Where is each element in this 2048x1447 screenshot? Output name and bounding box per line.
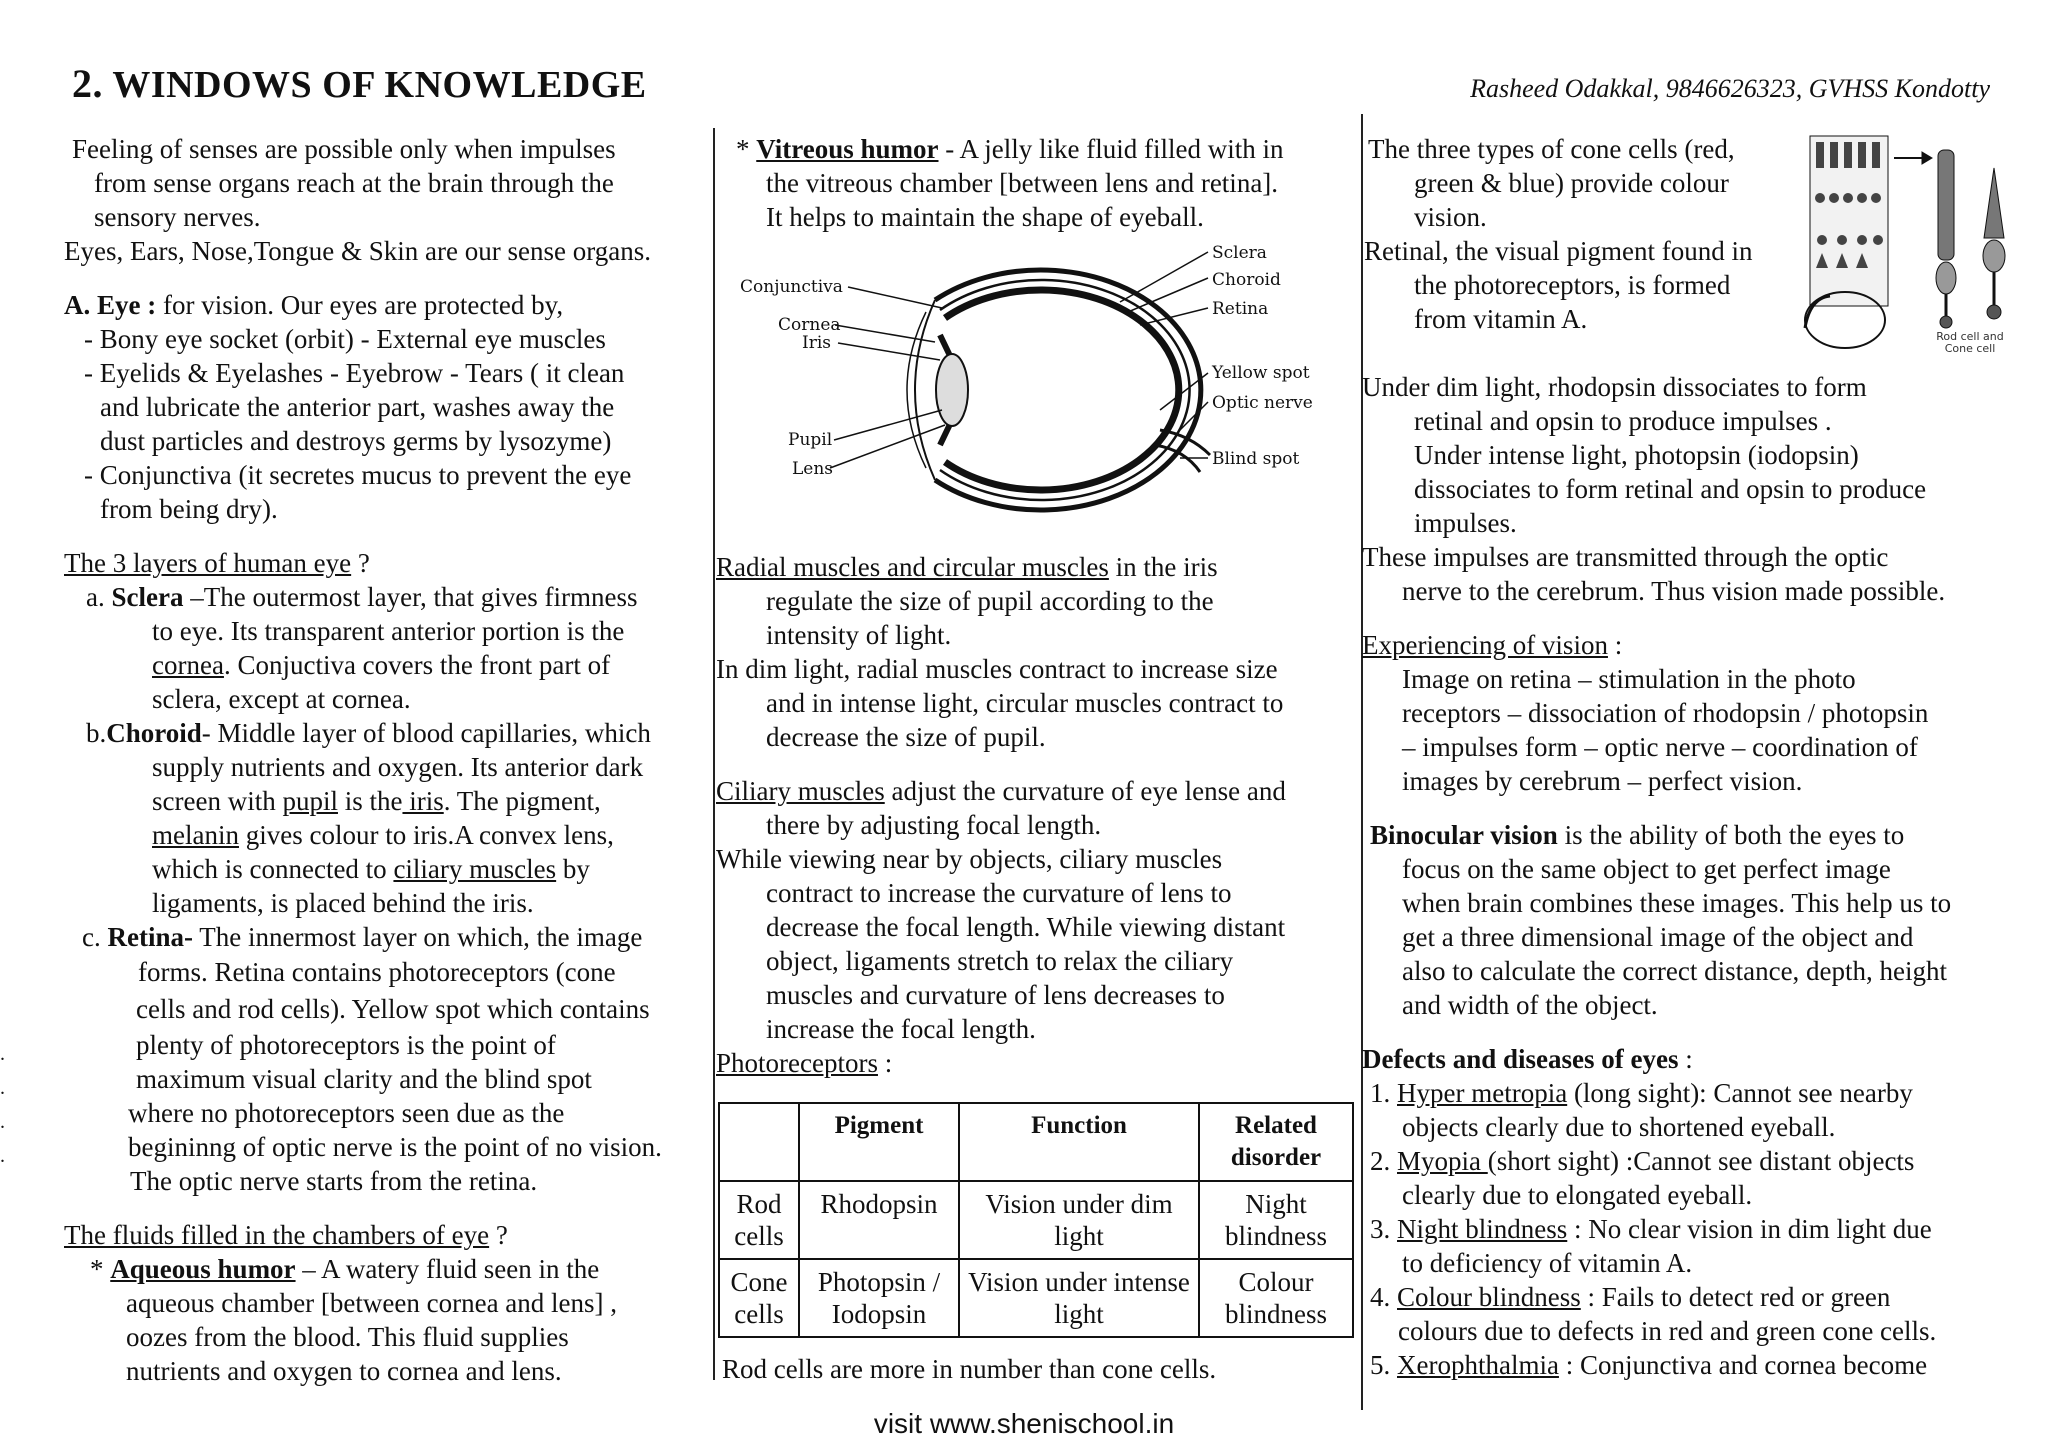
label-retina: Retina xyxy=(1212,299,1269,319)
layer-retina-text: plenty of photoreceptors is the point of xyxy=(136,1030,556,1060)
label-lens: Lens xyxy=(792,459,834,479)
ciliary-muscles-text: there by adjusting focal length. xyxy=(766,810,1102,840)
label-yellow-spot: Yellow spot xyxy=(1212,363,1310,383)
experiencing-vision-text: receptors – dissociation of rhodopsin / photopsin xyxy=(1402,698,1929,728)
defects-heading: Defects and diseases of eyes : xyxy=(1362,1044,1693,1074)
page-title: 2. WINDOWS OF KNOWLEDGE xyxy=(72,61,647,106)
retinal-text: from vitamin A. xyxy=(1414,304,1588,334)
vitreous-humor: * Vitreous humor - A jelly like fluid filled with in xyxy=(736,134,1284,164)
layer-choroid-text: ligaments, is placed behind the iris. xyxy=(152,888,534,918)
table-cell: Rhodopsin xyxy=(799,1181,959,1259)
dim-light-text: and in intense light, circular muscles contract to xyxy=(766,688,1284,718)
retinal-text: Retinal, the visual pigment found in xyxy=(1364,236,1753,266)
label-pupil: Pupil xyxy=(788,430,833,450)
figure-caption: Rod cell and xyxy=(1936,330,2004,343)
table-cell: Colour blindness xyxy=(1199,1259,1353,1337)
table-header-cell: Pigment xyxy=(799,1103,959,1181)
transmission-text: nerve to the cerebrum. Thus vision made possible. xyxy=(1402,576,1946,606)
binocular-vision-text: and width of the object. xyxy=(1402,990,1658,1020)
experiencing-vision-text: Image on retina – stimulation in the photo xyxy=(1402,664,1856,694)
defect-item: 1. Hyper metropia (long sight): Cannot see nearby xyxy=(1370,1078,1913,1108)
column-2-body xyxy=(716,550,1356,1080)
radial-muscles-text: intensity of light. xyxy=(766,620,952,650)
dim-light-text: Under dim light, rhodopsin dissociates to form xyxy=(1362,372,1867,402)
defect-item: 2. Myopia (short sight) :Cannot see distant objects xyxy=(1370,1146,1915,1176)
margin-marks: . . . . xyxy=(0,1043,5,1167)
protection-item: from being dry). xyxy=(100,494,278,524)
dim-light: In dim light, radial muscles contract to increase size xyxy=(716,654,1278,684)
protection-item: - Bony eye socket (orbit) - External eye muscles xyxy=(84,324,606,354)
layer-retina-text: cells and rod cells). Yellow spot which contains xyxy=(136,994,650,1024)
layer-choroid-text: supply nutrients and oxygen. Its anterior dark xyxy=(152,752,644,782)
dim-light-text: decrease the size of pupil. xyxy=(766,722,1046,752)
fluids-question: The fluids filled in the chambers of eye ? xyxy=(64,1220,508,1250)
binocular-vision: Binocular vision is the ability of both the eyes to xyxy=(1370,820,1905,850)
protection-item: - Eyelids & Eyelashes - Eyebrow - Tears ( it clean xyxy=(84,358,625,388)
layer-retina-text: maximum visual clarity and the blind spot xyxy=(136,1064,592,1094)
layer-retina: c. Retina- The innermost layer on which, the image xyxy=(82,922,643,952)
layer-sclera-text: cornea. Conjuctiva covers the front part of xyxy=(152,650,611,680)
cone-cells-text: green & blue) provide colour xyxy=(1414,168,1729,198)
experiencing-vision-text: images by cerebrum – perfect vision. xyxy=(1402,766,1803,796)
layer-sclera-text: sclera, except at cornea. xyxy=(152,684,411,714)
label-cornea: Cornea xyxy=(778,315,841,335)
table-row xyxy=(719,1181,1353,1259)
cone-cells-text: The three types of cone cells (red, xyxy=(1368,134,1735,164)
layer-sclera: a. Sclera –The outermost layer, that gives firmness xyxy=(86,582,638,612)
layer-choroid-text: which is connected to ciliary muscles by xyxy=(152,854,590,884)
table-cell: Night blindness xyxy=(1199,1181,1353,1259)
layer-retina-text: forms. Retina contains photoreceptors (cone xyxy=(138,957,616,987)
binocular-vision-text: focus on the same object to get perfect image xyxy=(1402,854,1891,884)
near-viewing-text: muscles and curvature of lens decreases to xyxy=(766,980,1225,1010)
table-header-cell: Related disorder xyxy=(1199,1103,1353,1181)
aqueous-humor-text: aqueous chamber [between cornea and lens] , xyxy=(126,1288,618,1318)
label-conjunctiva: Conjunctiva xyxy=(740,277,843,297)
eye-diagram xyxy=(730,240,1330,540)
layer-retina-text: where no photoreceptors seen due as the xyxy=(128,1098,565,1128)
label-iris: Iris xyxy=(802,333,832,353)
retinal-text: the photoreceptors, is formed xyxy=(1414,270,1731,300)
intense-light-text: Under intense light, photopsin (iodopsin) xyxy=(1414,440,1859,470)
column-2-top xyxy=(736,132,1356,234)
table-cell: Rod cells xyxy=(719,1181,799,1259)
defect-item: 4. Colour blindness : Fails to detect red or green xyxy=(1370,1282,1891,1312)
rod-cone-figure xyxy=(1790,128,2030,358)
near-viewing-text: increase the focal length. xyxy=(766,1014,1036,1044)
experiencing-vision-text: – impulses form – optic nerve – coordination of xyxy=(1402,732,1918,762)
radial-muscles-text: regulate the size of pupil according to the xyxy=(766,586,1214,616)
table-header-row xyxy=(719,1103,1353,1181)
footer-link[interactable]: visit www.shenischool.in xyxy=(873,1408,1175,1439)
protection-item: - Conjunctiva (it secretes mucus to prevent the eye xyxy=(84,460,632,490)
near-viewing-text: object, ligaments stretch to relax the ciliary xyxy=(766,946,1234,976)
layer-sclera-text: to eye. Its transparent anterior portion is the xyxy=(152,616,625,646)
near-viewing-text: contract to increase the curvature of lens to xyxy=(766,878,1232,908)
aqueous-humor: * Aqueous humor – A watery fluid seen in the xyxy=(90,1254,600,1284)
label-choroid: Choroid xyxy=(1212,270,1281,290)
aqueous-humor-text: oozes from the blood. This fluid supplies xyxy=(126,1322,569,1352)
layer-choroid-text: melanin gives colour to iris.A convex lens, xyxy=(152,820,614,850)
eye-heading: A. Eye : for vision. Our eyes are protected by, xyxy=(64,290,564,320)
intro-line: from sense organs reach at the brain through the xyxy=(94,168,614,198)
vitreous-humor-text: the vitreous chamber [between lens and retina]. xyxy=(766,168,1279,198)
aqueous-humor-text: nutrients and oxygen to cornea and lens. xyxy=(126,1356,562,1386)
defect-item-text: clearly due to elongated eyeball. xyxy=(1402,1180,1753,1210)
protection-item: and lubricate the anterior part, washes away the xyxy=(100,392,615,422)
intro-line: sensory nerves. xyxy=(94,202,261,232)
layer-retina-text: begininng of optic nerve is the point of no vision. xyxy=(128,1132,662,1162)
intro-line: Feeling of senses are possible only when impulses xyxy=(72,134,616,164)
author-credit: Rasheed Odakkal, 9846626323, GVHSS Kondotty xyxy=(1470,74,1990,103)
photoreceptors-heading: Photoreceptors : xyxy=(716,1048,893,1078)
table-cell: Cone cells xyxy=(719,1259,799,1337)
layer-retina-text: The optic nerve starts from the retina. xyxy=(130,1166,538,1196)
radial-muscles: Radial muscles and circular muscles in the iris xyxy=(716,552,1218,582)
table-cell: Vision under dim light xyxy=(959,1181,1199,1259)
binocular-vision-text: also to calculate the correct distance, depth, height xyxy=(1402,956,1948,986)
dim-light-text: retinal and opsin to produce impulses . xyxy=(1414,406,1832,436)
column-3-body xyxy=(1362,370,2012,1382)
column-1 xyxy=(64,132,714,1388)
near-viewing: While viewing near by objects, ciliary muscles xyxy=(716,844,1223,874)
table-cell: Vision under intense light xyxy=(959,1259,1199,1337)
defect-item-text: objects clearly due to shortened eyeball. xyxy=(1402,1112,1836,1142)
figure-caption: Cone cell xyxy=(1944,342,1996,355)
label-blind-spot: Blind spot xyxy=(1212,449,1300,469)
rod-note: Rod cells are more in number than cone cells. xyxy=(722,1354,1217,1384)
label-optic-nerve: Optic nerve xyxy=(1212,393,1313,413)
intense-light-text: impulses. xyxy=(1414,508,1517,538)
binocular-vision-text: get a three dimensional image of the object and xyxy=(1402,922,1914,952)
sense-organs: Eyes, Ears, Nose,Tongue & Skin are our sense organs. xyxy=(64,236,651,266)
intense-light-text: dissociates to form retinal and opsin to produce xyxy=(1414,474,1927,504)
ciliary-muscles: Ciliary muscles adjust the curvature of eye lense and xyxy=(716,776,1286,806)
cone-cells-text: vision. xyxy=(1414,202,1487,232)
protection-item: dust particles and destroys germs by lysozyme) xyxy=(100,426,612,456)
table-cell: Photopsin / Iodopsin xyxy=(799,1259,959,1337)
defect-item-text: to deficiency of vitamin A. xyxy=(1402,1248,1693,1278)
defect-item: 5. Xerophthalmia : Conjunctiva and cornea become xyxy=(1370,1350,1928,1380)
binocular-vision-text: when brain combines these images. This help us to xyxy=(1402,888,1952,918)
table-header-cell xyxy=(719,1103,799,1181)
near-viewing-text: decrease the focal length. While viewing distant xyxy=(766,912,1286,942)
table-row xyxy=(719,1259,1353,1337)
transmission-text: These impulses are transmitted through the optic xyxy=(1362,542,1889,572)
experiencing-vision-heading: Experiencing of vision : xyxy=(1362,630,1623,660)
vitreous-humor-text: It helps to maintain the shape of eyeball. xyxy=(766,202,1204,232)
defect-item: 3. Night blindness : No clear vision in dim light due xyxy=(1370,1214,1932,1244)
defect-item-text: colours due to defects in red and green cone cells. xyxy=(1398,1316,1937,1346)
layers-question: The 3 layers of human eye ? xyxy=(64,548,370,578)
column-3-top xyxy=(1364,132,1784,336)
layer-choroid-text: screen with pupil is the iris. The pigment, xyxy=(152,786,601,816)
label-sclera: Sclera xyxy=(1212,243,1267,263)
layer-choroid: b.Choroid- Middle layer of blood capillaries, which xyxy=(86,718,651,748)
table-header-cell: Function xyxy=(959,1103,1199,1181)
photoreceptors-table xyxy=(718,1102,1354,1338)
